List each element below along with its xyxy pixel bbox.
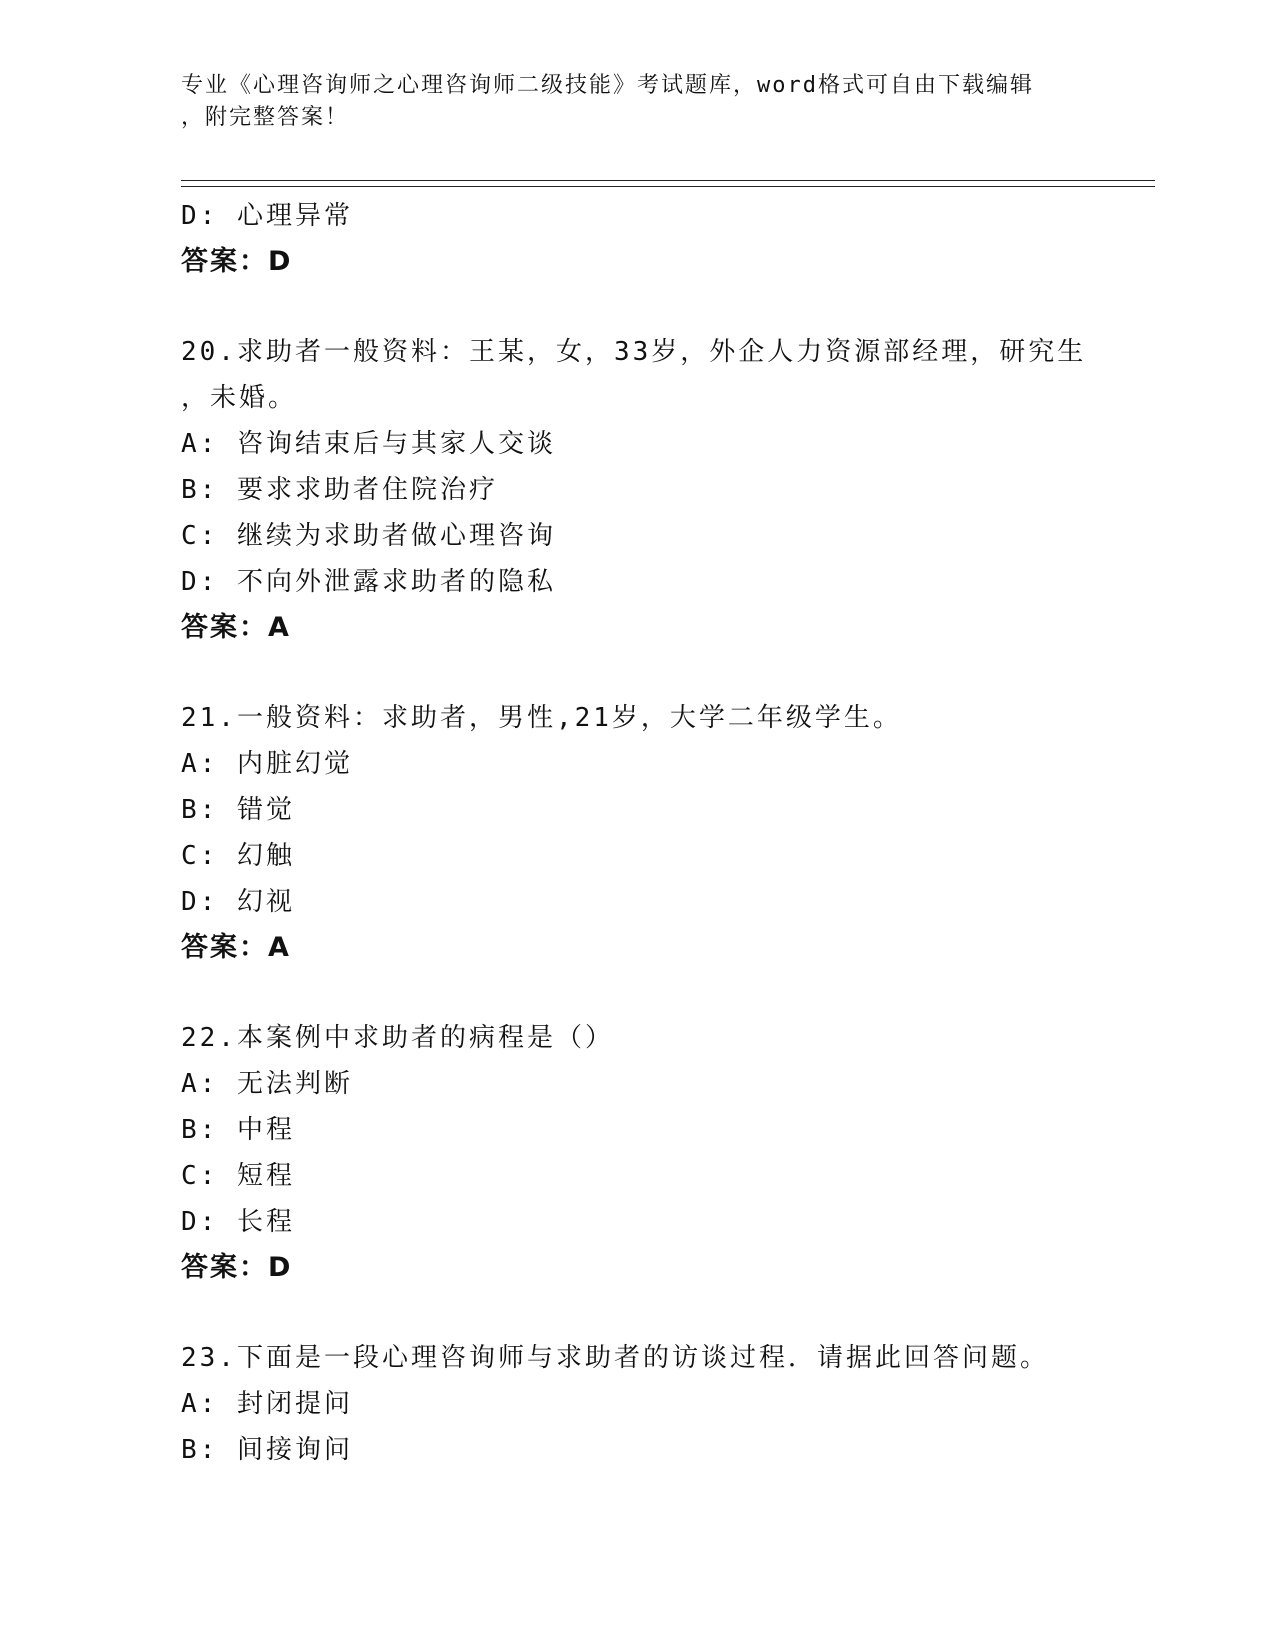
previous-question-fragment (181, 193, 1161, 285)
question-21 (181, 695, 1161, 971)
option-b: B: 要求求助者住院治疗 (181, 475, 498, 505)
answer-line: 答案：D (181, 1252, 293, 1283)
option-d: D: 不向外泄露求助者的隐私 (181, 567, 556, 597)
option-d: D: 长程 (181, 1207, 295, 1237)
option-a: A: 内脏幻觉 (181, 749, 353, 779)
option-d: D: 幻视 (181, 887, 295, 917)
answer-line: 答案：A (181, 612, 291, 643)
answer-line: 答案：D (181, 246, 293, 277)
question-stem: 22.本案例中求助者的病程是（） (181, 1023, 614, 1053)
document-header (181, 70, 1041, 134)
option-b: B: 间接询问 (181, 1435, 353, 1465)
option-c: C: 短程 (181, 1161, 295, 1191)
option-b: B: 中程 (181, 1115, 295, 1145)
question-stem: 20.求助者一般资料：王某，女，33岁，外企人力资源部经理，研究生 (181, 337, 1087, 367)
option-c: C: 幻触 (181, 841, 295, 871)
question-20 (181, 329, 1161, 651)
header-line-1: 专业《心理咨询师之心理咨询师二级技能》考试题库，word格式可自由下载编辑 (181, 73, 1034, 98)
question-stem: 21.一般资料：求助者，男性,21岁，大学二年级学生。 (181, 703, 902, 733)
option-a: A: 咨询结束后与其家人交谈 (181, 429, 556, 459)
header-divider (181, 180, 1155, 187)
document-body (181, 193, 1161, 1473)
question-stem-continuation: ，未婚。 (181, 383, 298, 413)
question-stem: 23.下面是一段心理咨询师与求助者的访谈过程．请据此回答问题。 (181, 1343, 1049, 1373)
option-c: C: 继续为求助者做心理咨询 (181, 521, 556, 551)
option-b: B: 错觉 (181, 795, 295, 825)
header-line-2: ，附完整答案！ (181, 105, 350, 130)
answer-line: 答案：A (181, 932, 291, 963)
question-22 (181, 1015, 1161, 1291)
option-a: A: 无法判断 (181, 1069, 353, 1099)
question-23 (181, 1335, 1161, 1473)
option-d: D: 心理异常 (181, 201, 353, 231)
option-a: A: 封闭提问 (181, 1389, 353, 1419)
